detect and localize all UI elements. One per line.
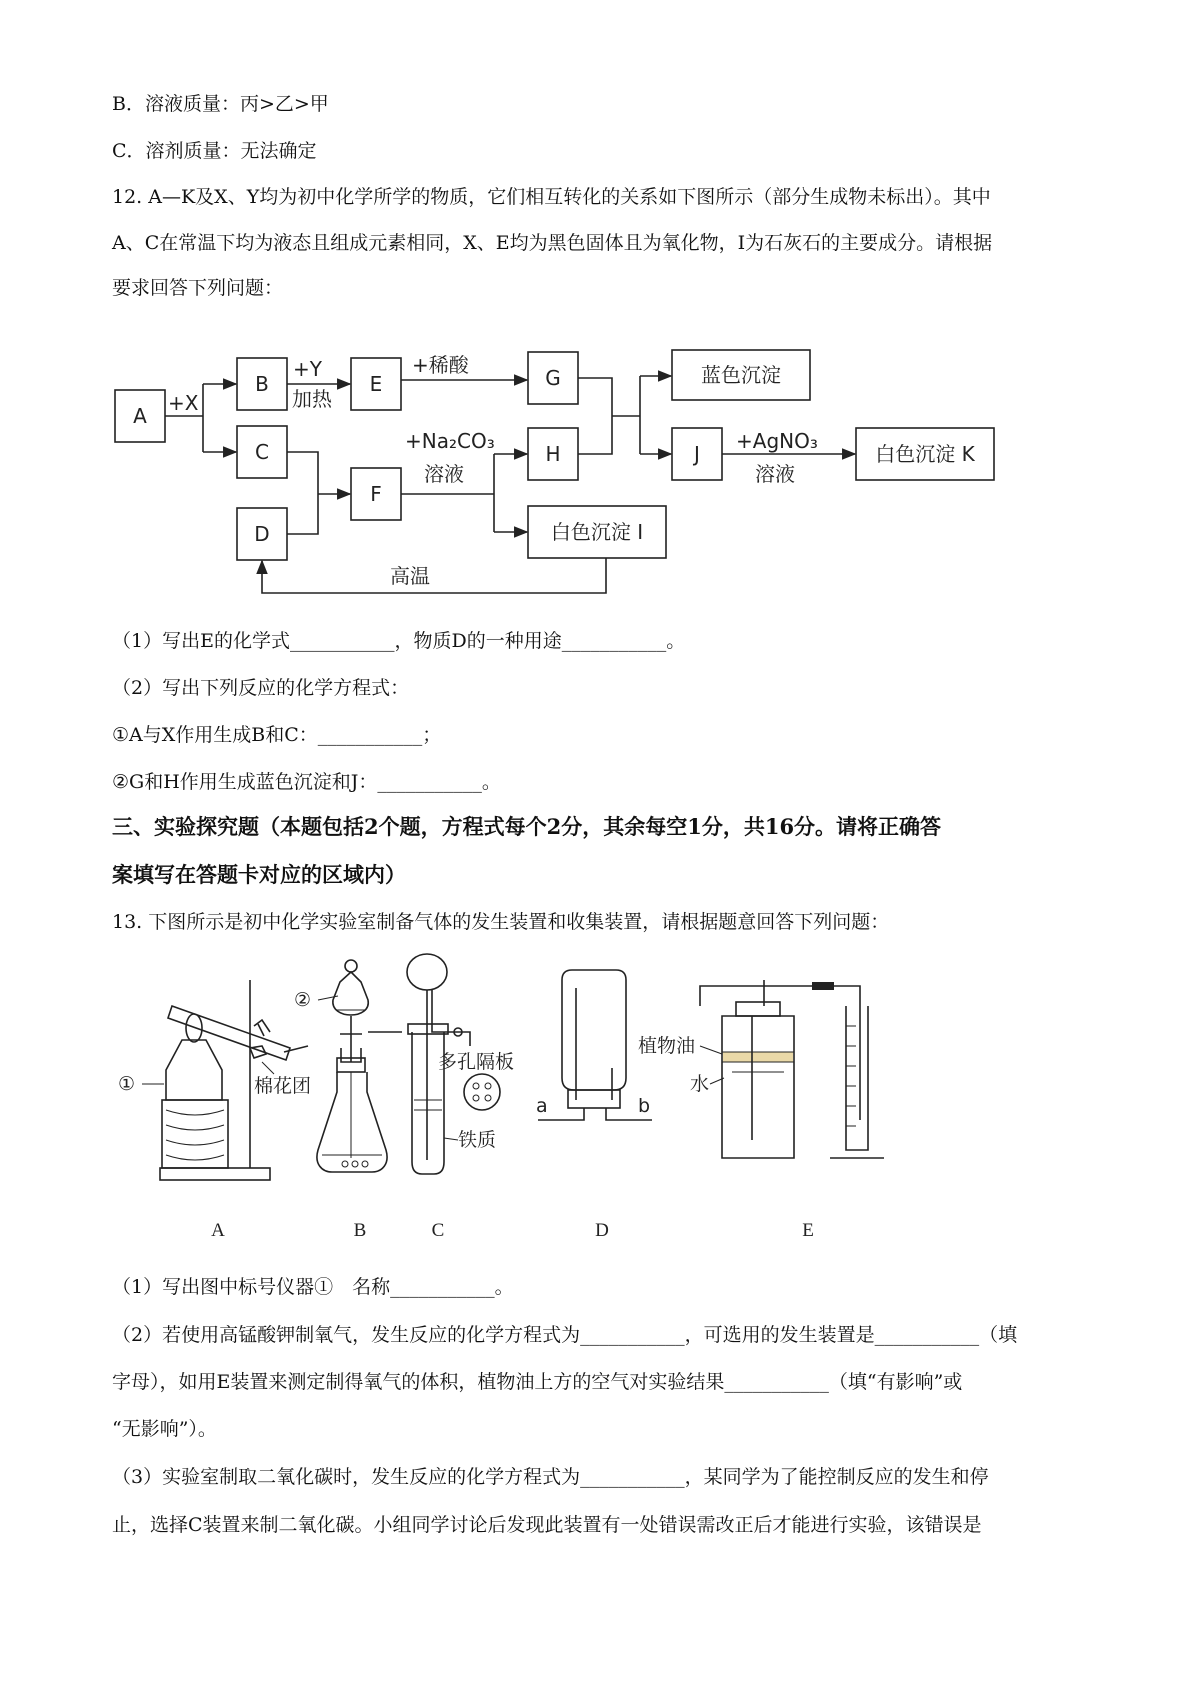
- label-oil: 植物油: [638, 1035, 696, 1057]
- label-b: B: [255, 372, 269, 396]
- caption-e: E: [802, 1220, 814, 1241]
- label-porous-plate: 多孔隔板: [438, 1051, 515, 1073]
- apparatus-figure: [0, 950, 1200, 1250]
- label-d: D: [254, 522, 270, 546]
- q12-part1: （1）写出E的化学式___________，物质D的一种用途___________。: [112, 630, 686, 652]
- label-h: H: [545, 442, 561, 466]
- q13-stem: 13. 下图所示是初中化学实验室制备气体的发生装置和收集装置，请根据题意回答下列问题：: [112, 911, 890, 933]
- q12-stem-line1: 12. A—K及X、Y均为初中化学所学的物质，它们相互转化的关系如下图所示（部分生成物未标出）。其中: [112, 186, 991, 208]
- label-port-a: a: [536, 1095, 548, 1117]
- label-instrument-1: ①: [118, 1073, 136, 1095]
- option-c: C．溶剂质量：无法确定: [112, 140, 317, 162]
- label-water: 水: [690, 1073, 710, 1095]
- label-plus-y: +Y: [293, 357, 322, 381]
- label-c: C: [255, 440, 269, 464]
- q13-part2-line2: 字母），如用E装置来测定制得氧气的体积，植物油上方的空气对实验结果___________（填“有影响”或: [112, 1371, 963, 1393]
- q12-stem-line3: 要求回答下列问题：: [112, 277, 284, 299]
- label-dilute-acid: +稀酸: [412, 353, 469, 377]
- q13-part2-line1: （2）若使用高锰酸钾制氧气，发生反应的化学方程式为___________，可选用的发生装置是___________（填: [112, 1324, 1018, 1346]
- section-3-heading-line2: 案填写在答题卡对应的区域内）: [112, 862, 406, 887]
- label-port-b: b: [638, 1095, 651, 1117]
- label-white-ppt-k: 白色沉淀 K: [875, 442, 975, 466]
- q12-part2: （2）写出下列反应的化学方程式：: [112, 677, 410, 699]
- q12-part2b: ②G和H作用生成蓝色沉淀和J：___________。: [112, 771, 501, 793]
- caption-c: C: [431, 1220, 445, 1241]
- q12-part2a: ①A与X作用生成B和C：___________；: [112, 724, 442, 746]
- apparatus-c: [407, 954, 514, 1174]
- label-heat: 加热: [292, 387, 332, 411]
- label-j: J: [694, 442, 700, 466]
- label-solution-1: 溶液: [424, 462, 464, 486]
- label-high-temp: 高温: [390, 564, 430, 588]
- apparatus-a: [118, 980, 311, 1180]
- label-instrument-2: ②: [294, 989, 312, 1011]
- apparatus-d: [536, 970, 652, 1120]
- label-f: F: [370, 482, 382, 506]
- q13-part1: （1）写出图中标号仪器① 名称___________。: [112, 1276, 514, 1298]
- label-blue-ppt: 蓝色沉淀: [701, 363, 781, 387]
- q13-part2-line3: “无影响”）。: [112, 1418, 217, 1440]
- label-g: G: [545, 366, 561, 390]
- label-a: A: [133, 404, 147, 428]
- apparatus-b: [294, 960, 402, 1172]
- q12-stem-line2: A、C在常温下均为液态且组成元素相同，X、E均为黑色固体且为氧化物，I为石灰石的主要成分。请根据: [112, 232, 993, 254]
- label-agno3: +AgNO₃: [736, 429, 818, 453]
- label-na2co3: +Na₂CO₃: [405, 429, 495, 453]
- label-e: E: [369, 372, 383, 396]
- q13-part3-line1: （3）实验室制取二氧化碳时，发生反应的化学方程式为___________，某同学为了能控制反应的发生和停: [112, 1466, 989, 1488]
- q13-part3-line2: 止，选择C装置来制二氧化碳。小组同学讨论后发现此装置有一处错误需改正后才能进行实验，该错误是: [112, 1514, 982, 1536]
- label-solution-2: 溶液: [755, 462, 795, 486]
- reaction-flowchart: [0, 0, 1200, 620]
- caption-a: A: [211, 1220, 225, 1241]
- apparatus-e: [638, 980, 884, 1158]
- label-iron: 铁质: [458, 1129, 497, 1151]
- label-white-ppt-i: 白色沉淀 I: [550, 520, 644, 544]
- section-3-heading-line1: 三、实验探究题（本题包括2个题，方程式每个2分，其余每空1分，共16分。请将正确答: [112, 814, 942, 839]
- caption-d: D: [595, 1220, 609, 1241]
- label-plus-x: +X: [168, 391, 199, 415]
- option-b: B．溶液质量：丙>乙>甲: [112, 93, 329, 115]
- caption-b: B: [353, 1220, 367, 1241]
- label-cotton: 棉花团: [254, 1075, 312, 1097]
